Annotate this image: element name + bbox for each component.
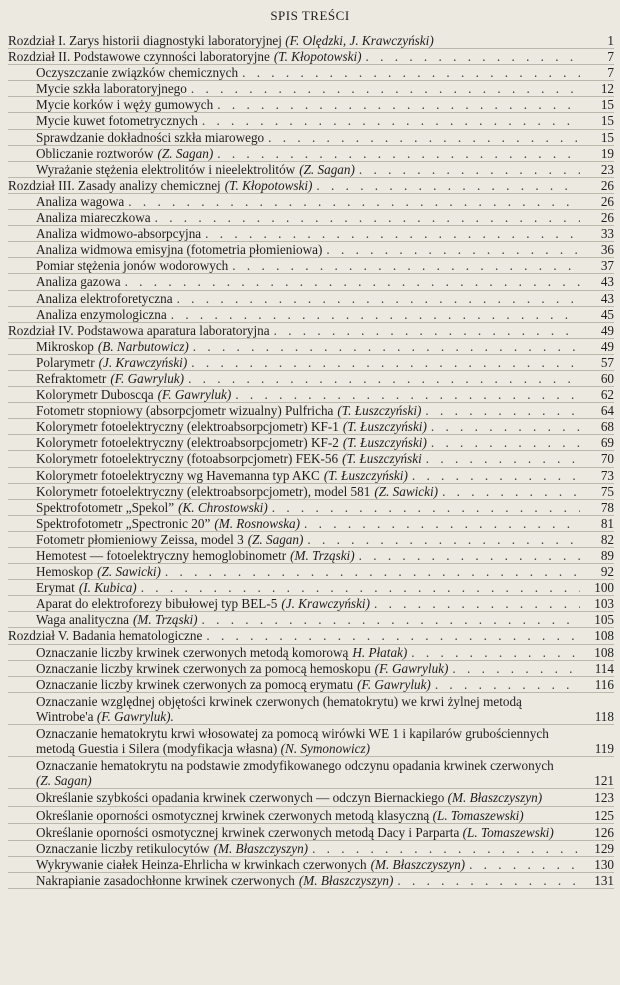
- page-number: 15: [600, 97, 614, 113]
- entry-title: Analiza widmowa emisyjna (fotometria płomieniowa): [36, 242, 323, 258]
- entry-body: [36, 758, 580, 788]
- page-number: 73: [600, 467, 614, 483]
- page-number: 131: [594, 872, 614, 888]
- section-entry[interactable]: [8, 419, 614, 435]
- entry-title: Kolorymetr fotoelektryczny (elektroabsorpcjometr) KF-2: [36, 435, 339, 451]
- entry-body: [36, 661, 580, 676]
- section-entry[interactable]: [8, 725, 614, 757]
- entry-body: [36, 307, 580, 322]
- dot-leader: [312, 841, 580, 856]
- entry-body: [36, 65, 580, 80]
- entry-author: (F. Gawryluk): [374, 660, 449, 676]
- section-entry[interactable]: [8, 258, 614, 274]
- entry-body: [36, 645, 580, 660]
- entry-title: Waga analityczna: [36, 612, 130, 628]
- page-number: 49: [600, 322, 614, 338]
- dot-leader: [425, 403, 580, 418]
- dot-leader: [397, 873, 580, 888]
- entry-title: Mikroskop: [36, 338, 94, 354]
- entry-body: [36, 516, 580, 531]
- dot-leader: [435, 677, 580, 692]
- entry-author: (Z. Sagan): [36, 773, 92, 789]
- entry-author: (M. Rosnowska): [214, 515, 301, 531]
- entry-title: Polarymetr: [36, 354, 95, 370]
- entry-title: Kolorymetr fotoelektryczny (elektroabsorpcjometr), model 581: [36, 483, 371, 499]
- entry-author: (N. Symonowicz): [280, 741, 370, 757]
- page-number: 81: [600, 515, 614, 531]
- entry-body: [36, 612, 580, 627]
- page-number: 118: [594, 708, 614, 724]
- entry-title: Oznaczanie liczby krwinek czerwonych za pomocą erymatu: [36, 676, 354, 692]
- entry-author: (L. Tomaszewski): [462, 824, 554, 840]
- dot-leader: [155, 210, 580, 225]
- entry-author: (T. Łuszczyński): [337, 403, 422, 419]
- entry-author: (J. Krawczyński): [98, 354, 188, 370]
- entry-body: [36, 500, 580, 515]
- chapter-entry[interactable]: [8, 49, 614, 65]
- entry-body: [36, 726, 580, 756]
- entry-title: Rozdział V. Badania hematologiczne: [8, 628, 203, 644]
- dot-leader: [217, 146, 580, 161]
- entry-title: Fotometr płomieniowy Zeissa, model 3: [36, 531, 244, 547]
- entry-title: Kolorymetr fotoelektryczny wg Havemanna typ AKC: [36, 467, 320, 483]
- page-title: SPIS TREŚCI: [270, 8, 350, 23]
- section-entry[interactable]: [8, 97, 614, 113]
- entry-body: [36, 825, 580, 840]
- section-entry[interactable]: [8, 857, 614, 873]
- section-entry[interactable]: [8, 194, 614, 210]
- page-number: 92: [600, 564, 614, 580]
- entry-title: Fotometr stopniowy (absorpcjometr wizualny) Pulfricha: [36, 403, 334, 419]
- entry-author: (T. Łuszczyński): [342, 419, 427, 435]
- dot-leader: [326, 242, 580, 257]
- section-entry[interactable]: [8, 645, 614, 661]
- page-number: 126: [594, 824, 614, 840]
- entry-body: [36, 162, 580, 177]
- entry-body: [36, 808, 580, 823]
- entry-body: [36, 790, 580, 805]
- entry-title: Analiza widmowo-absorpcyjna: [36, 226, 202, 242]
- chapter-entry[interactable]: [8, 178, 614, 194]
- page-number: 43: [600, 274, 614, 290]
- page-number: 26: [600, 177, 614, 193]
- dot-leader: [366, 49, 580, 64]
- dot-leader: [411, 645, 580, 660]
- entry-author: (T. Łuszczyński): [323, 467, 408, 483]
- entry-title: Wykrywanie ciałek Heinza-Ehrlicha w krwinkach czerwonych: [36, 856, 367, 872]
- entry-title: Aparat do elektroforezy bibułowej typ BEL-5: [36, 596, 278, 612]
- dot-leader: [442, 484, 580, 499]
- dot-leader: [235, 387, 580, 402]
- entry-title: Rozdział IV. Podstawowa aparatura laboratoryjna: [8, 322, 270, 338]
- dot-leader: [242, 65, 580, 80]
- dot-leader: [304, 516, 580, 531]
- chapter-entry[interactable]: [8, 628, 614, 644]
- entry-author: (B. Narbutowicz): [97, 338, 189, 354]
- entry-body: [8, 49, 580, 64]
- page-number: 129: [594, 840, 614, 856]
- section-entry[interactable]: [8, 146, 614, 162]
- entry-body: [36, 81, 580, 96]
- section-entry[interactable]: [8, 532, 614, 548]
- entry-author: (M. Trząski): [290, 548, 355, 563]
- section-entry[interactable]: [8, 789, 614, 806]
- entry-title: Pomiar stężenia jonów wodorowych: [36, 258, 229, 274]
- page-number: 1: [607, 33, 614, 48]
- page-number: 36: [600, 242, 614, 258]
- section-entry[interactable]: [8, 757, 614, 789]
- entry-author: (T. Kłopotowski): [224, 177, 313, 193]
- entry-body: [36, 146, 580, 161]
- dot-leader: [412, 468, 580, 483]
- page-number: 69: [600, 435, 614, 451]
- chapter-entry[interactable]: [8, 32, 614, 49]
- entry-title: Analiza gazowa: [36, 274, 121, 290]
- page-number: 45: [600, 306, 614, 322]
- entry-body: [36, 484, 580, 499]
- entry-author: (J. Krawczyński): [281, 596, 370, 612]
- dot-leader: [359, 548, 580, 563]
- entry-title: Obliczanie roztworów: [36, 145, 154, 161]
- entry-title: Określanie oporności osmotycznej krwinek czerwonych metodą klasyczną (L. Tomaszewski): [36, 807, 524, 823]
- page-number: 64: [600, 403, 614, 419]
- page-number: 60: [600, 370, 614, 386]
- dot-leader: [165, 564, 580, 579]
- section-entry[interactable]: [8, 307, 614, 323]
- section-entry[interactable]: [8, 403, 614, 419]
- page-number: 89: [600, 548, 614, 563]
- entry-author: (F. Gawryluk): [110, 370, 185, 386]
- dot-leader: [177, 291, 580, 306]
- entry-author: H. Płatak): [352, 644, 408, 660]
- entry-author: (K. Chrostowski): [178, 499, 268, 515]
- entry-title: Rozdział III. Zasady analizy chemicznej: [8, 177, 221, 193]
- section-entry[interactable]: [8, 693, 614, 725]
- page-number: 43: [600, 290, 614, 306]
- page-number: 26: [600, 210, 614, 226]
- page-number: 105: [594, 612, 614, 628]
- entry-title: Określanie oporności osmotycznej krwinek czerwonych metodą Dacy i Parparta (L. Tomaszewski): [36, 824, 554, 840]
- section-entry[interactable]: [8, 65, 614, 81]
- dot-leader: [191, 355, 580, 370]
- entry-author: (L. Tomaszewski): [432, 807, 524, 823]
- entry-author: (F. Gawryluk).: [96, 708, 174, 724]
- section-entry[interactable]: [8, 548, 614, 564]
- entry-body: [36, 596, 580, 611]
- entry-author: (F. Gawryluk): [357, 676, 431, 692]
- dot-leader: [374, 596, 580, 611]
- entry-title: Oznaczanie względnej objętości krwinek czerwonych (hematokrytu) we krwi żylnej metodą Wintrobe'a (F. Gawryluk).: [36, 693, 522, 724]
- section-entry[interactable]: [8, 484, 614, 500]
- section-entry[interactable]: [8, 339, 614, 355]
- page-number: 130: [594, 856, 614, 872]
- section-entry[interactable]: [8, 130, 614, 146]
- entry-title: Wyrażanie stężenia elektrolitów i nieelektrolitów: [36, 161, 296, 177]
- dot-leader: [141, 580, 580, 595]
- dot-leader: [205, 226, 580, 241]
- entry-title: Oznaczanie liczby krwinek czerwonych metodą komorową: [36, 644, 349, 660]
- entry-body: [36, 419, 580, 434]
- page-number: 70: [600, 451, 614, 467]
- entry-title: Mycie szkła laboratoryjnego: [36, 81, 187, 97]
- entry-title: Oznaczanie hematokrytu na podstawie zmodyfikowanego odczynu opadania krwinek czerwonych (Z. Sagan): [36, 758, 554, 789]
- entry-author: (Z. Sawicki): [97, 564, 161, 580]
- entry-body: [36, 130, 580, 145]
- entry-title: Oczyszczanie związków chemicznych: [36, 65, 239, 81]
- section-entry[interactable]: [8, 612, 614, 628]
- entry-body: [36, 548, 580, 563]
- entry-title: Sprawdzanie dokładności szkła miarowego: [36, 129, 265, 145]
- page-number: 33: [600, 226, 614, 242]
- entry-title: Rozdział II. Podstawowe czynności laboratoryjne: [8, 49, 270, 65]
- page-number: 75: [600, 483, 614, 499]
- entry-title: Nakrapianie zasadochłonne krwinek czerwonych: [36, 872, 295, 888]
- dot-leader: [125, 274, 580, 289]
- entry-body: [36, 371, 580, 386]
- entry-title: Analiza elektroforetyczna: [36, 290, 173, 306]
- entry-body: [36, 97, 580, 112]
- entry-body: [36, 694, 580, 724]
- entry-author: (M. Błaszczyszyn): [298, 872, 394, 888]
- entry-title: Analiza miareczkowa: [36, 210, 151, 226]
- entry-title: Spektrofotometr „Spekol”: [36, 499, 175, 515]
- section-entry[interactable]: [8, 274, 614, 290]
- entry-title: Oznaczanie hematokrytu krwi włosowatej za pomocą wirówki WE 1 i kapilarów grubościennych metodą Guestia i Silera (modyfikacja własna) (N. Symonowicz): [36, 726, 549, 757]
- entry-body: [36, 873, 580, 888]
- dot-leader: [307, 532, 580, 547]
- entry-body: [36, 387, 580, 402]
- entry-title: Refraktometr: [36, 370, 107, 386]
- entry-title: Określanie szybkości opadania krwinek czerwonych — odczyn Biernackiego (M. Błaszczyszyn): [36, 790, 543, 806]
- page-number: 7: [607, 49, 614, 65]
- entry-author: (Z. Sagan): [299, 161, 355, 177]
- entry-author: (F. Olędzki, J. Krawczyński): [285, 33, 434, 48]
- entry-title: Analiza enzymologiczna: [36, 306, 167, 322]
- entry-body: [8, 178, 580, 193]
- page-number: 23: [600, 161, 614, 177]
- page-number: 78: [600, 499, 614, 515]
- entry-author: (T. Łuszczyński): [342, 435, 427, 451]
- entry-body: [36, 274, 580, 289]
- page-number: 7: [607, 65, 614, 81]
- entry-body: [36, 258, 580, 273]
- page-number: 68: [600, 419, 614, 435]
- section-entry[interactable]: [8, 841, 614, 857]
- entry-body: [8, 33, 580, 48]
- dot-leader: [206, 628, 580, 643]
- entry-body: [36, 468, 580, 483]
- section-entry[interactable]: [8, 824, 614, 841]
- entry-body: [36, 403, 580, 418]
- dot-leader: [272, 500, 580, 515]
- entry-body: [36, 226, 580, 241]
- dot-leader: [193, 339, 580, 354]
- section-entry[interactable]: [8, 807, 614, 824]
- page-number: 26: [600, 193, 614, 209]
- page-number: 15: [600, 113, 614, 129]
- section-entry[interactable]: [8, 210, 614, 226]
- section-entry[interactable]: [8, 661, 614, 677]
- entry-body: [36, 194, 580, 209]
- section-entry[interactable]: [8, 468, 614, 484]
- entry-body: [36, 677, 580, 692]
- page-number: 49: [600, 338, 614, 354]
- dot-leader: [171, 307, 580, 322]
- section-entry[interactable]: [8, 873, 614, 889]
- entry-title: Mycie korków i węży gumowych: [36, 97, 214, 113]
- entry-title: Kolorymetr fotoelektryczny (elektroabsorpcjometr) KF-1: [36, 419, 339, 435]
- dot-leader: [359, 162, 580, 177]
- dot-leader: [426, 451, 580, 466]
- section-entry[interactable]: [8, 435, 614, 451]
- section-entry[interactable]: [8, 81, 614, 97]
- section-entry[interactable]: [8, 371, 614, 387]
- page-number: 121: [594, 773, 614, 789]
- page-number: 119: [594, 741, 614, 757]
- entry-author: (T. Łuszczyński: [342, 451, 422, 467]
- entry-body: [36, 532, 580, 547]
- section-entry[interactable]: [8, 242, 614, 258]
- entry-body: [36, 841, 580, 856]
- entry-author: (M. Trząski): [133, 612, 198, 628]
- page-number: 125: [594, 807, 614, 823]
- entry-author: (F. Gawryluk): [157, 387, 232, 403]
- section-entry[interactable]: [8, 516, 614, 532]
- entry-title: Hemoskop: [36, 564, 94, 580]
- section-entry[interactable]: [8, 387, 614, 403]
- dot-leader: [202, 612, 580, 627]
- section-entry[interactable]: [8, 500, 614, 516]
- page-number: 62: [600, 387, 614, 403]
- entry-title: Kolorymetr fotoelektryczny (fotoabsorpcjometr) FEK-56: [36, 451, 339, 467]
- page-number: 103: [594, 596, 614, 612]
- entry-body: [36, 564, 580, 579]
- page-number: 116: [594, 676, 614, 692]
- entry-body: [36, 113, 580, 128]
- page-number: 82: [600, 531, 614, 547]
- dot-leader: [202, 113, 580, 128]
- page-number: 15: [600, 129, 614, 145]
- section-entry[interactable]: [8, 677, 614, 693]
- table-of-contents: [8, 32, 614, 889]
- chapter-entry[interactable]: [8, 323, 614, 339]
- section-entry[interactable]: [8, 355, 614, 371]
- entry-body: [8, 323, 580, 338]
- entry-body: [36, 291, 580, 306]
- entry-body: [36, 451, 580, 466]
- entry-author: (T. Kłopotowski): [273, 49, 362, 65]
- dot-leader: [316, 178, 580, 193]
- section-entry[interactable]: [8, 226, 614, 242]
- section-entry[interactable]: [8, 580, 614, 596]
- page-number: 37: [600, 258, 614, 274]
- entry-body: [36, 339, 580, 354]
- dot-leader: [274, 323, 580, 338]
- section-entry[interactable]: [8, 291, 614, 307]
- entry-body: [36, 857, 580, 872]
- dot-leader: [191, 81, 580, 96]
- entry-body: [36, 580, 580, 595]
- page-number: 123: [594, 790, 614, 806]
- page-number: 108: [594, 644, 614, 660]
- dot-leader: [217, 97, 580, 112]
- entry-body: [36, 210, 580, 225]
- entry-title: Oznaczanie liczby krwinek czerwonych za pomocą hemoskopu: [36, 660, 371, 676]
- page-number: 12: [600, 81, 614, 97]
- entry-body: [8, 628, 580, 643]
- entry-body: [36, 355, 580, 370]
- page-number: 114: [594, 660, 614, 676]
- entry-body: [36, 242, 580, 257]
- entry-title: Rozdział I. Zarys historii diagnostyki laboratoryjnej (F. Olędzki, J. Krawczyński): [8, 33, 434, 48]
- page-number: 100: [594, 580, 614, 596]
- entry-title: Kolorymetr Duboscqa: [36, 387, 154, 403]
- page-number: 57: [600, 354, 614, 370]
- dot-leader: [128, 194, 580, 209]
- section-entry[interactable]: [8, 564, 614, 580]
- entry-author: (M. Błaszczyszyn): [370, 856, 466, 872]
- entry-body: [36, 435, 580, 450]
- entry-author: (Z. Sagan): [157, 145, 214, 161]
- entry-title: Mycie kuwet fotometrycznych: [36, 113, 198, 129]
- page-number: 19: [600, 145, 614, 161]
- entry-author: (M. Błaszczyszyn): [447, 790, 543, 806]
- entry-title: Analiza wagowa: [36, 193, 125, 209]
- entry-title: Hemotest — fotoelektryczny hemoglobinometr: [36, 548, 287, 563]
- entry-author: (M. Błaszczyszyn): [213, 840, 309, 856]
- section-entry[interactable]: [8, 113, 614, 129]
- dot-leader: [452, 661, 580, 676]
- section-entry[interactable]: [8, 162, 614, 178]
- entry-author: (Z. Sawicki): [374, 483, 439, 499]
- dot-leader: [188, 371, 580, 386]
- page-number: 108: [594, 628, 614, 644]
- section-entry[interactable]: [8, 596, 614, 612]
- dot-leader: [431, 419, 580, 434]
- entry-title: Oznaczanie liczby retikulocytów: [36, 840, 210, 856]
- section-entry[interactable]: [8, 451, 614, 467]
- dot-leader: [431, 435, 580, 450]
- entry-title: Erymat: [36, 580, 75, 596]
- dot-leader: [232, 258, 580, 273]
- entry-title: Spektrofotometr „Spectronic 20”: [36, 515, 211, 531]
- dot-leader: [268, 130, 580, 145]
- dot-leader: [469, 857, 580, 872]
- entry-author: (Z. Sagan): [247, 531, 304, 547]
- entry-author: (I. Kubica): [78, 580, 137, 596]
